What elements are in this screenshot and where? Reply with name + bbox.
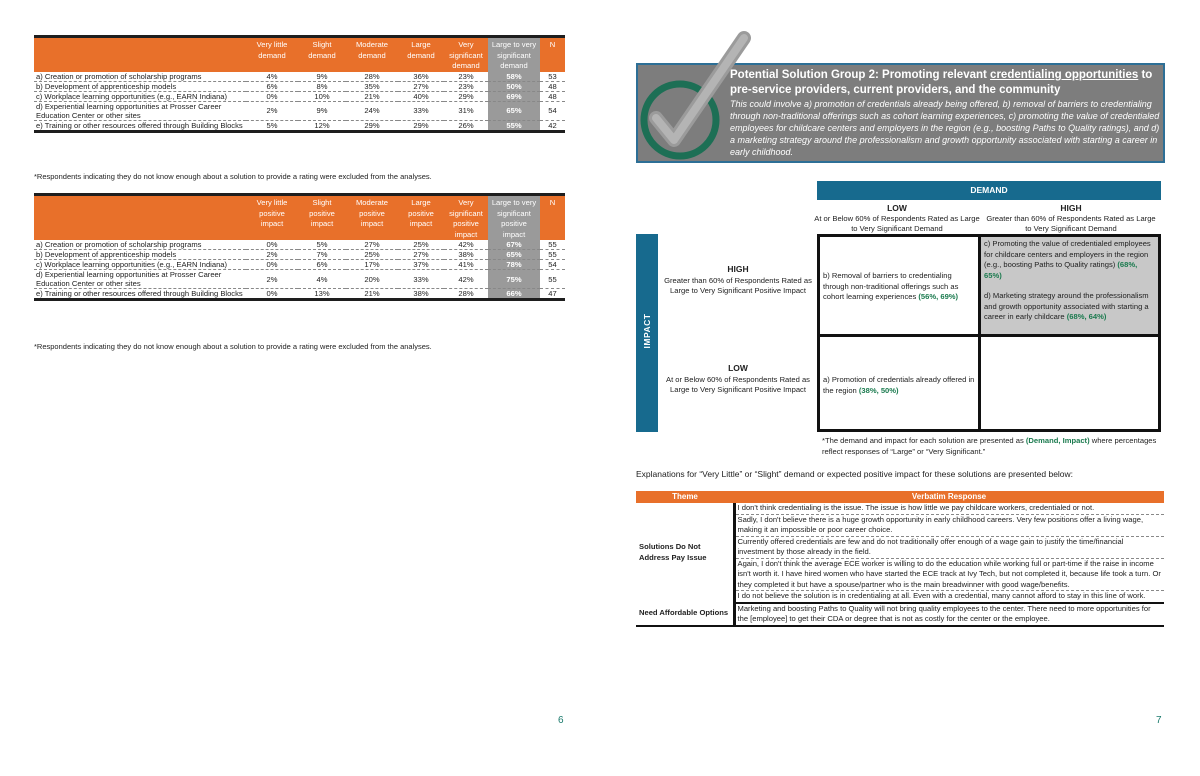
- table-cell: 10%: [298, 91, 346, 101]
- table-row: [34, 260, 565, 270]
- column-header: [34, 37, 246, 72]
- verbatim-response: I do not believe the solution is in credentialing at all. Even with a credential, many cannot afford to stay in this line of work.: [734, 591, 1164, 603]
- table-cell: 13%: [298, 289, 346, 300]
- column-header: [34, 195, 246, 241]
- table-cell: 28%: [444, 289, 488, 300]
- cell-low-impact-high-demand: [981, 337, 1158, 429]
- table-cell: 2%: [246, 250, 298, 260]
- table-cell: 69%: [488, 91, 540, 101]
- table-row: [34, 101, 565, 120]
- table-cell: 21%: [346, 91, 398, 101]
- table-cell: 38%: [398, 289, 444, 300]
- column-header: Large to very significant demand: [488, 37, 540, 72]
- table-row: [34, 240, 565, 250]
- response-header: Verbatim Response: [734, 491, 1164, 503]
- solution-description: This could involve a) promotion of credentials already being offered, b) removal of barriers to credentialing through non-traditional offerings such as cohort learning experiences, c) promoting the value of credentialed employees for childcare centers and employers in the region (e.g., boosting Paths to Quality ratings), and d) a marketing strategy around the professionalism and growth opportunity associated with starting a career in early childhood.: [730, 99, 1160, 157]
- demand-axis-label: DEMAND: [817, 181, 1161, 200]
- impact-axis-bar: [636, 234, 658, 432]
- column-header: Slight demand: [298, 37, 346, 72]
- table-cell: 65%: [488, 250, 540, 260]
- table-cell: 20%: [346, 270, 398, 289]
- table-row: [34, 72, 565, 82]
- impact-axis-label: IMPACT: [642, 313, 652, 349]
- row-label: c) Workplace learning opportunities (e.g., EARN Indiana): [34, 91, 246, 101]
- table-cell: 2%: [246, 101, 298, 120]
- table-cell: 9%: [298, 101, 346, 120]
- table-cell: 6%: [246, 81, 298, 91]
- verbatim-table: [636, 491, 1164, 627]
- column-header: Large demand: [398, 37, 444, 72]
- table-cell: 5%: [246, 120, 298, 131]
- table-cell: 29%: [398, 120, 444, 131]
- verbatim-row: [636, 603, 1164, 626]
- table-cell: 17%: [346, 260, 398, 270]
- row-label: b) Development of apprenticeship models: [34, 81, 246, 91]
- table-cell: 28%: [346, 72, 398, 82]
- table-cell: 24%: [346, 101, 398, 120]
- table2-footnote: *Respondents indicating they do not know enough about a solution to provide a rating were excluded from the analyses.: [34, 342, 432, 351]
- table-cell: 67%: [488, 240, 540, 250]
- table-row: [34, 289, 565, 300]
- page-number-left: 6: [558, 715, 564, 726]
- demand-impact-matrix: [817, 234, 1161, 432]
- theme-label: Need Affordable Options: [636, 603, 734, 626]
- high-demand-header: HIGH Greater than 60% of Respondents Rated as Large to Very Significant Demand: [986, 203, 1156, 233]
- row-label: c) Workplace learning opportunities (e.g., EARN Indiana): [34, 260, 246, 270]
- table-cell: 21%: [346, 289, 398, 300]
- table-cell: 2%: [246, 270, 298, 289]
- table-cell: 75%: [488, 270, 540, 289]
- verbatim-response: I don't think credentialing is the issue. The issue is how little we pay childcare workers, credentialed or not.: [734, 503, 1164, 514]
- table-cell: 40%: [398, 91, 444, 101]
- page-number-right: 7: [1156, 715, 1162, 726]
- table-cell: 41%: [444, 260, 488, 270]
- table-row: [34, 270, 565, 289]
- table-cell: 42%: [444, 240, 488, 250]
- table-cell: 23%: [444, 81, 488, 91]
- verbatim-response: Again, I don't think the average ECE worker is willing to do the education while working full or part-time if the raise in income isn't worth it. I have hired women who have started the ECE track at Ivy Tech, but not completed it, because life took a turn. Or they completed it but have a spouse/partner who is the main breadwinner with good wage/benefits.: [734, 558, 1164, 591]
- table-cell: 29%: [444, 91, 488, 101]
- table-cell: 4%: [246, 72, 298, 82]
- verbatim-row: [636, 503, 1164, 514]
- table-cell: 0%: [246, 240, 298, 250]
- table-cell: 37%: [398, 260, 444, 270]
- table-cell: 48: [540, 91, 565, 101]
- table-cell: 48: [540, 81, 565, 91]
- column-header: Very little positive impact: [246, 195, 298, 241]
- table-cell: 23%: [444, 72, 488, 82]
- theme-label: Solutions Do Not Address Pay Issue: [636, 503, 734, 603]
- cell-high-impact-low-demand: b) Removal of barriers to credentialing through non-traditional offerings such as cohort learning experiences (56%, 69%): [820, 237, 981, 337]
- row-label: a) Creation or promotion of scholarship programs: [34, 240, 246, 250]
- table1-footnote: *Respondents indicating they do not know enough about a solution to provide a rating were excluded from the analyses.: [34, 172, 432, 181]
- solution-title: Potential Solution Group 2: Promoting relevant credentialing opportunities to pre-service providers, current providers, and the community: [730, 69, 1153, 96]
- table-cell: 29%: [346, 120, 398, 131]
- table-row: [34, 250, 565, 260]
- high-impact-header: HIGH Greater than 60% of Respondents Rated as Large to Very Significant Positive Impact: [664, 264, 812, 295]
- row-label: a) Creation or promotion of scholarship programs: [34, 72, 246, 82]
- table-cell: 42: [540, 120, 565, 131]
- row-label: e) Training or other resources offered through Building Blocks: [34, 289, 246, 300]
- matrix-note: *The demand and impact for each solution are presented as (Demand, Impact) where percentages reflect responses of “Large” or “Very Significant.”: [822, 436, 1157, 456]
- table-cell: 65%: [488, 101, 540, 120]
- table-cell: 50%: [488, 81, 540, 91]
- table-cell: 33%: [398, 101, 444, 120]
- verbatim-response: Currently offered credentials are few and do not traditionally offer enough of a wage gain to justify the time/financial investment by those already in the field.: [734, 536, 1164, 558]
- table-cell: 55: [540, 270, 565, 289]
- table-cell: 8%: [298, 81, 346, 91]
- table-cell: 66%: [488, 289, 540, 300]
- table-row: [34, 120, 565, 131]
- table-cell: 27%: [398, 250, 444, 260]
- table-cell: 31%: [444, 101, 488, 120]
- table-cell: 53: [540, 72, 565, 82]
- low-demand-header: LOW At or Below 60% of Respondents Rated as Large to Very Significant Demand: [814, 203, 980, 233]
- table-cell: 4%: [298, 270, 346, 289]
- table-cell: 36%: [398, 72, 444, 82]
- row-label: d) Experiential learning opportunities at Prosser Career Education Center or other sites: [34, 270, 246, 289]
- row-label: e) Training or other resources offered through Building Blocks: [34, 120, 246, 131]
- table-cell: 25%: [398, 240, 444, 250]
- column-header: Slight positive impact: [298, 195, 346, 241]
- table-cell: 55: [540, 250, 565, 260]
- demand-table: [34, 35, 565, 133]
- table-cell: 27%: [346, 240, 398, 250]
- low-impact-header: LOW At or Below 60% of Respondents Rated as Large to Very Significant Positive Impact: [666, 363, 810, 394]
- table-cell: 5%: [298, 240, 346, 250]
- verbatim-response: Marketing and boosting Paths to Quality will not bring quality employees to the center. There need to more opportunities for the [employee] to get their CDA or degree that is not as costly for the center or the employee.: [734, 603, 1164, 626]
- cell-low-impact-low-demand: a) Promotion of credentials already offered in the region (38%, 50%): [820, 337, 981, 429]
- column-header: Very significant positive impact: [444, 195, 488, 241]
- table-cell: 55: [540, 240, 565, 250]
- table-cell: 42%: [444, 270, 488, 289]
- row-label: d) Experiential learning opportunities at Prosser Career Education Center or other sites: [34, 101, 246, 120]
- explanation-text: Explanations for “Very Little” or “Slight” demand or expected positive impact for these solutions are presented below:: [636, 469, 1074, 479]
- theme-header: Theme: [636, 491, 734, 503]
- checkmark-icon: [636, 30, 756, 170]
- table-cell: 25%: [346, 250, 398, 260]
- column-header: Moderate demand: [346, 37, 398, 72]
- table-cell: 0%: [246, 260, 298, 270]
- column-header: Moderate positive impact: [346, 195, 398, 241]
- verbatim-response: Sadly, I don't believe there is a huge growth opportunity in early childhood careers. Very few positions offer a living wage, making it an impossible or poor career choice.: [734, 514, 1164, 536]
- table-cell: 58%: [488, 72, 540, 82]
- table-row: [34, 81, 565, 91]
- column-header: Very little demand: [246, 37, 298, 72]
- impact-table: [34, 193, 565, 301]
- table-cell: 0%: [246, 289, 298, 300]
- credentialing-link[interactable]: credentialing opportunities: [990, 69, 1139, 81]
- table-cell: 38%: [444, 250, 488, 260]
- table-row: [34, 91, 565, 101]
- column-header: Large positive impact: [398, 195, 444, 241]
- table-cell: 9%: [298, 72, 346, 82]
- table-cell: 55%: [488, 120, 540, 131]
- column-header: N: [540, 37, 565, 72]
- table-cell: 7%: [298, 250, 346, 260]
- column-header: Large to very significant positive impact: [488, 195, 540, 241]
- table-cell: 0%: [246, 91, 298, 101]
- table-cell: 6%: [298, 260, 346, 270]
- row-label: b) Development of apprenticeship models: [34, 250, 246, 260]
- cell-high-impact-high-demand: c) Promoting the value of credentialed employees for childcare centers and employers in the region (e.g., boosting Paths to Quality ratings) (68%, 65%) d) Marketing strategy around the professionalism and growth opportunity associated with starting a career in early childcare (68%, 64%): [981, 237, 1158, 337]
- table-cell: 47: [540, 289, 565, 300]
- table-cell: 33%: [398, 270, 444, 289]
- table-cell: 78%: [488, 260, 540, 270]
- table-cell: 35%: [346, 81, 398, 91]
- column-header: N: [540, 195, 565, 241]
- table-cell: 12%: [298, 120, 346, 131]
- table-cell: 27%: [398, 81, 444, 91]
- table-cell: 26%: [444, 120, 488, 131]
- column-header: Very significant demand: [444, 37, 488, 72]
- table-cell: 54: [540, 101, 565, 120]
- table-cell: 54: [540, 260, 565, 270]
